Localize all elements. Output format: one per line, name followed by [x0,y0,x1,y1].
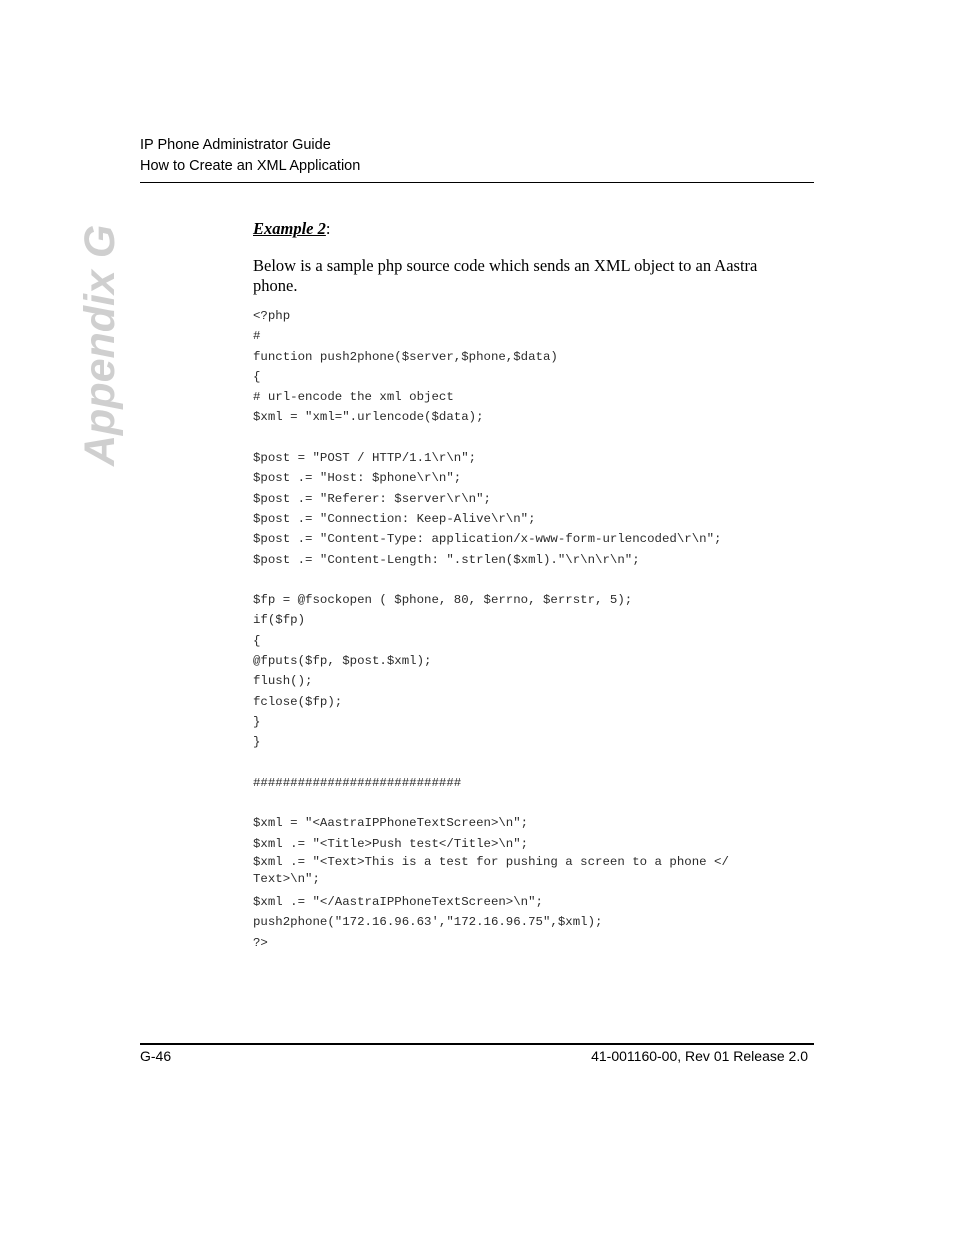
code-line [253,570,813,590]
code-line: flush(); [253,674,313,689]
code-line-continued: Text>\n"; [253,872,320,887]
code-line: # url-encode the xml object [253,390,454,405]
code-line: $post .= "Content-Type: application/x-www-form-urlencoded\r\n"; [253,532,722,547]
code-line: function push2phone($server,$phone,$data) [253,349,558,364]
code-listing [253,306,813,953]
code-line: { [253,369,261,384]
code-line: ############################ [253,775,462,790]
section-title: How to Create an XML Application [140,158,361,174]
example-colon: : [325,219,331,238]
code-line: } [253,735,261,750]
guide-title: IP Phone Administrator Guide [140,137,331,153]
running-header [140,135,814,177]
code-line: $fp = @fsockopen ( $phone, 80, $errno, $errstr, 5); [253,593,633,608]
code-line: { [253,633,261,648]
document-id: 41-001160-00, Rev 01 Release 2.0 [591,1048,808,1064]
code-line: $post .= "Connection: Keep-Alive\r\n"; [253,511,536,526]
code-line: $post = "POST / HTTP/1.1\r\n"; [253,451,477,466]
code-line: if($fp) [253,613,306,628]
code-line: $xml .= "<Text>This is a test for pushing a screen to a phone </ [253,855,729,870]
code-line: ?> [253,935,268,950]
example-label: Example 2 [253,219,326,238]
intro-paragraph: Below is a sample php source code which sends an XML object to an Aastra phone. [253,256,758,295]
code-line: $post .= "Content-Length: ".strlen($xml)."\r\n\r\n"; [253,552,640,567]
main-content [253,218,813,953]
code-line [253,753,813,773]
code-line: <?php [253,309,291,323]
code-line: $xml = "xml=".urlencode($data); [253,410,484,425]
code-line: $post .= "Host: $phone\r\n"; [253,471,462,486]
code-line: $xml .= "<Title>Push test</Title>\n"; [253,836,529,851]
example-heading [253,218,813,240]
footer-divider [140,1043,814,1045]
code-line: @fputs($fp, $post.$xml); [253,654,432,669]
header-divider [140,182,814,183]
page-number: G-46 [140,1048,172,1064]
code-line: push2phone("172.16.96.63',"172.16.96.75",$xml); [253,915,603,930]
appendix-side-tab: Appendix G [76,224,124,466]
code-line [253,428,813,448]
code-line: $post .= "Referer: $server\r\n"; [253,491,491,506]
code-line: $xml = "<AastraIPPhoneTextScreen>\n"; [253,816,529,831]
code-line [253,793,813,813]
code-line: $xml .= "</AastraIPPhoneTextScreen>\n"; [253,895,543,910]
code-line: } [253,714,261,729]
code-line: fclose($fp); [253,694,343,709]
code-line: # [253,329,261,344]
